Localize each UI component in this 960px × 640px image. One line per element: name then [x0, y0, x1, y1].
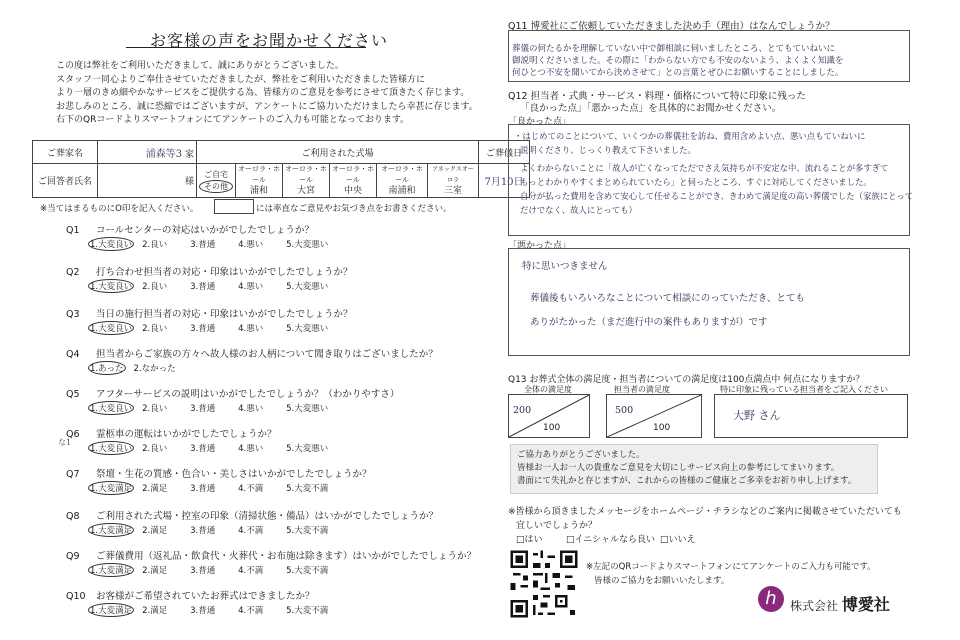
answer-option[interactable]: 3.普通: [190, 324, 216, 334]
answer-option[interactable]: 4.不満: [238, 484, 264, 494]
overall-satisfaction-label: 全体の満足度: [524, 385, 572, 394]
venue-chuo[interactable]: オーロラ・ホール 中央: [330, 164, 377, 198]
question-number: Q8: [66, 511, 80, 522]
staff-name: 大野 さん: [733, 409, 781, 422]
answer-option[interactable]: 1.大変満足: [88, 563, 134, 577]
comment-box-legend: [214, 199, 254, 214]
answer-option[interactable]: 5.大変不満: [286, 606, 329, 616]
publish-option-yes[interactable]: □はい: [516, 535, 543, 545]
question-number: Q9: [66, 551, 80, 562]
title-underline: [126, 47, 366, 48]
qr-note: ※左記のQRコードよりスマートフォンにてアンケートのご入力も可能です。: [586, 562, 876, 572]
answer-option[interactable]: 5.大変悪い: [286, 282, 329, 292]
answer-option[interactable]: 5.大変悪い: [286, 404, 329, 414]
answer-option[interactable]: 1.あった: [88, 361, 126, 375]
good-answer-line: 説明くださり、じっくり教えて下さいました。: [520, 145, 696, 155]
overall-score: 200: [513, 405, 532, 416]
good-answer-line: 自分が払った費用を含めて安心して任せることができ、きわめて満足度の高い葬儀でした（家族にとって: [520, 191, 914, 201]
good-answer-line: もっとわかりやすくまとめられていたら」と伺ったところ、すぐに対応してくださいました。: [520, 177, 872, 187]
publish-option-no[interactable]: □いいえ: [660, 535, 696, 545]
answer-option[interactable]: 2.満足: [142, 484, 168, 494]
answer-options: [88, 563, 334, 577]
q6-margin-note: な1: [58, 438, 72, 447]
answer-option[interactable]: 2.なかった: [133, 364, 176, 374]
question-q1: [66, 222, 314, 236]
question-text: 当日の施行担当者の対応・印象はいかがでしたでしょうか？: [96, 309, 353, 320]
question-text: ご利用された式場・控室の印象（清掃状態・備品）はいかがでしたでしょうか？: [96, 511, 439, 522]
family-name-value: 浦森等3: [145, 148, 183, 160]
answer-option[interactable]: 3.普通: [190, 526, 216, 536]
answer-option[interactable]: 2.満足: [142, 526, 168, 536]
question-q6: [66, 426, 277, 440]
thanks-line: 書面にて失礼かと存じますが、これからの皆様のご健康とご多幸をお祈り申し上げます。: [517, 476, 857, 486]
answer-options: [88, 321, 334, 335]
answer-option[interactable]: 3.普通: [190, 282, 216, 292]
thanks-line: ご協力ありがとうございました。: [517, 450, 645, 460]
bad-answer-line: 葬儀後もいろいろなことについて相談にのっていただき、とても: [530, 293, 805, 304]
answer-option[interactable]: 3.普通: [190, 404, 216, 414]
answer-option[interactable]: 4.不満: [238, 526, 264, 536]
q11-answer-line: 葬儀の何たるかを理解していない中で御相談に伺いましたところ、とてもていねいに: [512, 44, 836, 54]
answer-option[interactable]: 5.大変悪い: [286, 444, 329, 454]
answer-option[interactable]: 4.悪い: [238, 404, 264, 414]
info-table: [32, 140, 530, 198]
staff-satisfaction-box[interactable]: [606, 394, 702, 438]
venue-label: ご利用された式場: [197, 141, 479, 164]
company-name: [790, 592, 890, 615]
bad-points-label: 「悪かった点」: [508, 241, 572, 251]
answer-option[interactable]: 4.不満: [238, 606, 264, 616]
question-q3: [66, 306, 353, 320]
venue-home-other[interactable]: ご自宅 その他: [197, 164, 236, 198]
question-text: アフターサービスの説明はいかがでしたでしょうか？（わかりやすさ）: [96, 389, 400, 400]
answer-option[interactable]: 1.大変満足: [88, 481, 134, 495]
answer-option[interactable]: 4.悪い: [238, 282, 264, 292]
answer-options: [88, 441, 334, 455]
family-name-label: ご葬家名: [33, 141, 98, 164]
answer-options: [88, 279, 334, 293]
question-q7: [66, 466, 372, 480]
question-number: Q3: [66, 309, 80, 320]
answer-option[interactable]: 1.大変良い: [88, 401, 134, 415]
question-q4: [66, 346, 438, 360]
answer-option[interactable]: 3.普通: [190, 444, 216, 454]
thanks-line: 皆様お一人お一人の貴重なご意見を大切にしサービス向上の参考にしてまいります。: [517, 463, 840, 473]
family-name-field[interactable]: 浦森等3 家: [98, 141, 197, 164]
answer-option[interactable]: 1.大変良い: [88, 441, 134, 455]
answer-options: [88, 523, 334, 537]
page-title: お客様の声をお聞かせください: [150, 31, 389, 50]
answer-option[interactable]: 2.満足: [142, 566, 168, 576]
intro-line: スタッフ一同心よりご奉仕させていただきましたが、弊社をご利用いただきました皆様方に: [56, 74, 426, 85]
question-q2: [66, 264, 353, 278]
intro-line: より一層のきめ細やかなサービスをご提供する為、皆様方のご意見を参考にさせて頂きたく存じます。: [56, 88, 470, 99]
staff-max: 100: [653, 423, 671, 433]
question-text: 打ち合わせ担当者の対応・印象はいかがでしたでしょうか？: [96, 267, 353, 278]
question-number: Q7: [66, 469, 80, 480]
respondent-label: ご回答者氏名: [33, 164, 98, 198]
answer-option[interactable]: 5.大変悪い: [286, 240, 329, 250]
answer-option[interactable]: 5.大変不満: [286, 484, 329, 494]
company-logo: h: [758, 586, 784, 612]
q13-text: Q13 お葬式全体の満足度・担当者についての満足度は100点満点中 何点になりますか？: [508, 375, 865, 385]
venue-urawa[interactable]: オーロラ・ホール 浦和: [236, 164, 283, 198]
answer-option[interactable]: 5.大変悪い: [286, 324, 329, 334]
answer-option[interactable]: 3.普通: [190, 606, 216, 616]
answer-options: [88, 401, 334, 415]
answer-option[interactable]: 5.大変不満: [286, 526, 329, 536]
qr-note-2: 皆様のご協力をお願いいたします。: [594, 576, 730, 586]
question-q5: [66, 386, 399, 400]
question-text: 担当者からご家族の方々へ故人様のお人柄について聞き取りはございましたか？: [96, 349, 438, 360]
q11-text: Q11 博愛社にご依頼していただきました決め手（理由）はなんでしょうか？: [508, 21, 835, 32]
question-q10: [66, 588, 315, 602]
question-text: 霊柩車の運転はいかがでしたでしょうか？: [96, 429, 277, 440]
staff-name-label: 特に印象に残っている担当者をご記入ください: [720, 385, 888, 394]
question-q8: [66, 508, 438, 522]
answer-options: [88, 481, 334, 495]
answer-option[interactable]: 4.悪い: [238, 240, 264, 250]
good-answer-line: ・はじめてのことについて、いくつかの葬儀社を訪ね、費用含めよい点、悪い点もていねいに: [514, 131, 866, 141]
answer-option[interactable]: 1.大変良い: [88, 279, 134, 293]
instruction-note-suffix: には率直なご意見やお気づき点をお書きください。: [256, 204, 452, 214]
bad-answer-line: ありがたかった（まだ進行中の案件もありますが）です: [530, 317, 768, 328]
question-number: Q1: [66, 225, 80, 236]
company-prefix: 株式会社: [790, 599, 839, 613]
bad-answer-line: 特に思いつきません: [522, 261, 608, 272]
venue-minami-urawa[interactable]: オーロラ・ホール 南浦和: [377, 164, 428, 198]
question-text: お客様がご希望されていたお葬式はできましたか？: [96, 591, 315, 602]
respondent-field[interactable]: 様: [98, 164, 197, 198]
answer-option[interactable]: 3.普通: [190, 240, 216, 250]
answer-option[interactable]: 1.大変良い: [88, 321, 134, 335]
answer-options: [88, 603, 334, 617]
intro-line: 右下のQRコードよりスマートフォンにてアンケートのご入力も可能となっております。: [56, 115, 410, 126]
venue-omiya[interactable]: オーロラ・ホール 大宮: [283, 164, 330, 198]
publish-question: ※皆様から頂きましたメッセージをホームページ・チラシなどのご案内に掲載させていただいても: [508, 507, 902, 517]
answer-option[interactable]: 1.大変良い: [88, 237, 134, 251]
answer-option[interactable]: 2.満足: [142, 606, 168, 616]
answer-option[interactable]: 1.大変満足: [88, 603, 134, 617]
answer-option[interactable]: 3.普通: [190, 566, 216, 576]
good-points-label: 「良かった点」: [508, 117, 572, 127]
answer-option[interactable]: 4.悪い: [238, 324, 264, 334]
answer-option[interactable]: 3.普通: [190, 484, 216, 494]
intro-line: この度は弊社をご利用いただきまして、誠にありがとうございました。: [56, 61, 344, 71]
question-number: Q2: [66, 267, 80, 278]
publish-option-initials[interactable]: □イニシャルなら良い: [566, 535, 655, 545]
instruction-note: ※当てはまるものにO印を記入ください。: [40, 204, 199, 214]
answer-option[interactable]: 1.大変満足: [88, 523, 134, 537]
answer-option[interactable]: 2.良い: [142, 324, 168, 334]
intro-text: [56, 60, 486, 128]
question-text: 祭壇・生花の質感・色合い・美しさはいかがでしたでしょうか？: [96, 469, 372, 480]
good-answer-line: よくわからないことに「故人が亡くなってただでさえ気持ちが不安定な中、流れることが多すぎて: [520, 163, 889, 173]
answer-option[interactable]: 2.良い: [142, 240, 168, 250]
venue-mimuro[interactable]: アネックスオーロラ 三室: [428, 164, 479, 198]
q11-answer-line: 御説明くださいました。その際に「わからない方でも不安のないよう、よくよく知識を: [512, 56, 844, 66]
question-text: ご葬儀費用（返礼品・飲食代・火葬代・お布施は除きます）はいかがでしたでしょうか？: [96, 551, 477, 562]
answer-option[interactable]: 2.良い: [142, 444, 168, 454]
overall-max: 100: [543, 423, 561, 433]
question-number: Q6: [66, 429, 80, 440]
answer-option[interactable]: 4.悪い: [238, 444, 264, 454]
venue-other-circled: その他: [199, 180, 233, 193]
answer-option[interactable]: 5.大変不満: [286, 566, 329, 576]
question-number: Q4: [66, 349, 80, 360]
intro-line: お悲しみのところ、誠に恐縮ではございますが、アンケートにご協力いただけましたら幸甚に存じます。: [56, 101, 478, 112]
question-q9: [66, 548, 476, 562]
funeral-date-value[interactable]: 7月10日: [479, 164, 530, 198]
question-number: Q5: [66, 389, 80, 400]
publish-question-2: 宜しいでしょうか？: [516, 521, 598, 531]
staff-score: 500: [615, 405, 634, 416]
q12-text: Q12 担当者・式典・サービス・料理・価格について特に印象に残った: [508, 91, 806, 102]
answer-option[interactable]: 4.不満: [238, 566, 264, 576]
good-answer-line: だけでなく、故人にとっても）: [520, 205, 637, 215]
question-number: Q10: [66, 591, 86, 602]
overall-satisfaction-box[interactable]: [508, 394, 590, 438]
answer-options: [88, 237, 334, 251]
qr-code[interactable]: [508, 548, 580, 620]
company-name-text: 博愛社: [841, 595, 890, 614]
thanks-panel: [510, 444, 878, 494]
staff-satisfaction-label: 担当者の満足度: [614, 385, 670, 394]
q11-answer-line: 何ひとつ不安を聞いてから決めさせて」との言葉とぜひにお願いすることにしました。: [512, 68, 844, 78]
staff-name-box[interactable]: [714, 394, 908, 438]
answer-option[interactable]: 2.良い: [142, 404, 168, 414]
question-text: コールセンターの対応はいかがでしたでしょうか？: [96, 225, 314, 236]
q12-text-2: 「良かった点」「悪かった点」を具体的にお聞かせください。: [520, 103, 782, 114]
date-label: ご葬儀日: [479, 141, 530, 164]
answer-options: [88, 361, 182, 375]
answer-option[interactable]: 2.良い: [142, 282, 168, 292]
